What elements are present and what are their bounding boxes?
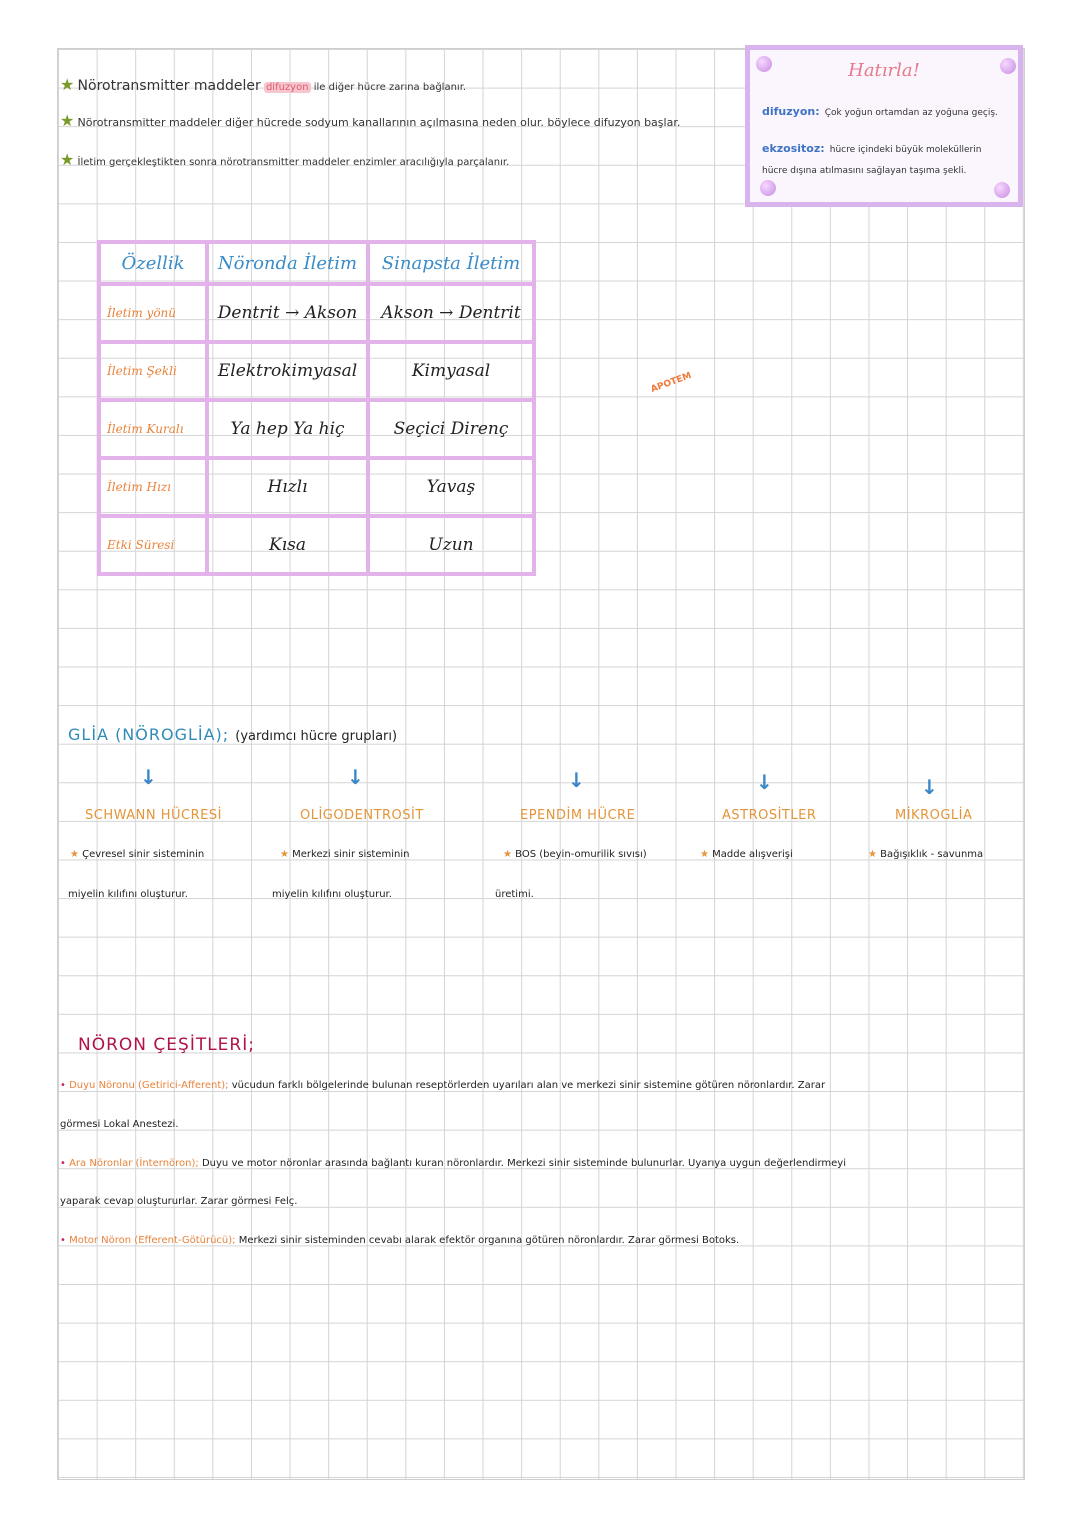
- neuron-text: Merkezi sinir sisteminden cevabı alarak efektör organına götüren nöronlardır. Zarar görmesi Botoks.: [238, 1235, 740, 1246]
- pin-icon: [760, 180, 776, 196]
- note-2: [60, 111, 680, 130]
- neuron-item: [60, 1235, 739, 1246]
- star-icon: ★: [503, 849, 512, 860]
- bullet-icon: •: [60, 1235, 66, 1246]
- glia-cell-name: OLİGODENTROSİT: [300, 808, 424, 823]
- note-3-text: İletim gerçekleştikten sonra nörotransmitter maddeler enzimler aracılığıyla parçalanır.: [77, 157, 510, 168]
- comparison-table: [97, 240, 536, 576]
- table-row: [99, 400, 534, 458]
- pin-icon: [994, 182, 1010, 198]
- table-header: Nöronda İletim: [207, 242, 368, 284]
- table-cell: Kimyasal: [368, 342, 534, 400]
- note-2-text: Nörotransmitter maddeler diğer hücrede sodyum kanallarının açılmasına neden olur. böylece difuzyon başlar.: [77, 116, 681, 129]
- table-cell: Yavaş: [368, 458, 534, 516]
- glia-desc-line: miyelin kılıfını oluşturur.: [272, 889, 392, 900]
- glia-cell-name: SCHWANN HÜCRESİ: [85, 808, 222, 823]
- star-icon: ★: [60, 75, 75, 94]
- reminder-box: [745, 45, 1023, 207]
- neuron-item: [60, 1080, 825, 1091]
- glia-title: GLİA (NÖROGLİA);: [68, 725, 230, 744]
- table-cell: Elektrokimyasal: [207, 342, 368, 400]
- reminder-item-1: [762, 100, 1008, 119]
- glia-desc: [868, 849, 983, 860]
- glia-desc-line: Merkezi sinir sisteminin: [292, 849, 410, 860]
- table-cell-property: İletim Kuralı: [99, 400, 207, 458]
- neuron-text: Duyu ve motor nöronlar arasında bağlantı kuran nöronlardır. Merkezi sinir sisteminde bulunurlar. Uyarıya uygun değerlendirmeyi: [201, 1158, 846, 1169]
- table-row: [99, 342, 534, 400]
- reminder-text: hücre içindeki büyük moleküllerin hücre dışına atılmasını sağlayan taşıma şekli.: [762, 145, 982, 176]
- neuron-text: görmesi Lokal Anestezi.: [60, 1119, 179, 1130]
- neuron-name: Motor Nöron (Efferent-Götürücü);: [69, 1235, 236, 1246]
- neuron-types-title: NÖRON ÇEŞİTLERİ;: [78, 1035, 255, 1055]
- reminder-item-2: [762, 138, 1008, 180]
- glia-cell-name: MİKROGLİA: [895, 808, 973, 823]
- table-row: [99, 284, 534, 342]
- glia-cell-name: ASTROSİTLER: [722, 808, 817, 823]
- table-row: [99, 516, 534, 574]
- arrow-down-icon: ↓: [568, 768, 585, 792]
- star-icon: ★: [70, 849, 79, 860]
- arrow-down-icon: ↓: [921, 775, 938, 799]
- table-header-row: [99, 242, 534, 284]
- reminder-term: ekzositoz:: [762, 142, 825, 155]
- arrow-down-icon: ↓: [756, 770, 773, 794]
- table-cell: Seçici Direnç: [368, 400, 534, 458]
- watermark-stamp: APOTEM: [649, 371, 693, 395]
- reminder-text: Çok yoğun ortamdan az yoğuna geçiş.: [824, 108, 998, 118]
- star-icon: ★: [60, 150, 75, 169]
- neuron-item: [60, 1158, 846, 1169]
- arrow-down-icon: ↓: [347, 765, 364, 789]
- table-cell: Kısa: [207, 516, 368, 574]
- table-cell-property: İletim Şekli: [99, 342, 207, 400]
- note-1-text-end: ile diğer hücre zarına bağlanır.: [313, 82, 467, 93]
- table-cell: Akson → Dentrit: [368, 284, 534, 342]
- glia-desc-line: üretimi.: [495, 889, 534, 900]
- neuron-text: vücudun farklı bölgelerinde bulunan reseptörlerden uyarıları alan ve merkezi sinir sistemine götüren nöronlardır. Zarar: [231, 1080, 826, 1091]
- neuron-name: Ara Nöronlar (İnternöron);: [69, 1158, 199, 1169]
- star-icon: ★: [280, 849, 289, 860]
- glia-desc-line: Bağışıklık - savunma: [880, 849, 984, 860]
- table-cell-property: İletim yönü: [99, 284, 207, 342]
- glia-desc: [280, 849, 409, 860]
- table-cell: Uzun: [368, 516, 534, 574]
- note-1-highlight: difuzyon: [265, 82, 309, 93]
- table-cell-property: Etki Süresi: [99, 516, 207, 574]
- glia-subtitle: (yardımcı hücre grupları): [235, 729, 398, 744]
- glia-heading: [68, 725, 397, 744]
- note-1: [60, 75, 466, 94]
- table-header: Sinapsta İletim: [368, 242, 534, 284]
- glia-desc: [70, 849, 204, 860]
- bullet-icon: •: [60, 1080, 66, 1091]
- glia-desc: [700, 849, 793, 860]
- arrow-down-icon: ↓: [140, 765, 157, 789]
- star-icon: ★: [700, 849, 709, 860]
- star-icon: ★: [868, 849, 877, 860]
- glia-desc: [503, 849, 647, 860]
- note-3: [60, 150, 509, 169]
- bullet-icon: •: [60, 1158, 66, 1169]
- neuron-name: Duyu Nöronu (Getirici-Afferent);: [69, 1080, 229, 1091]
- note-1-text: Nörotransmitter maddeler: [77, 78, 261, 94]
- neuron-text: yaparak cevap oluştururlar. Zarar görmesi Felç.: [60, 1196, 298, 1207]
- glia-cell-name: EPENDİM HÜCRE: [520, 808, 636, 823]
- table-row: [99, 458, 534, 516]
- table-cell: Dentrit → Akson: [207, 284, 368, 342]
- reminder-term: difuzyon:: [762, 105, 820, 118]
- glia-desc-line: BOS (beyin-omurilik sıvısı): [515, 849, 647, 860]
- table-header: Özellik: [99, 242, 207, 284]
- table-cell: Hızlı: [207, 458, 368, 516]
- table-cell: Ya hep Ya hiç: [207, 400, 368, 458]
- table-cell-property: İletim Hızı: [99, 458, 207, 516]
- glia-desc-line: Çevresel sinir sisteminin: [82, 849, 205, 860]
- glia-desc-line: Madde alışverişi: [712, 849, 793, 860]
- star-icon: ★: [60, 111, 75, 130]
- reminder-title: Hatırla!: [848, 60, 920, 81]
- glia-desc-line: miyelin kılıfını oluşturur.: [68, 889, 188, 900]
